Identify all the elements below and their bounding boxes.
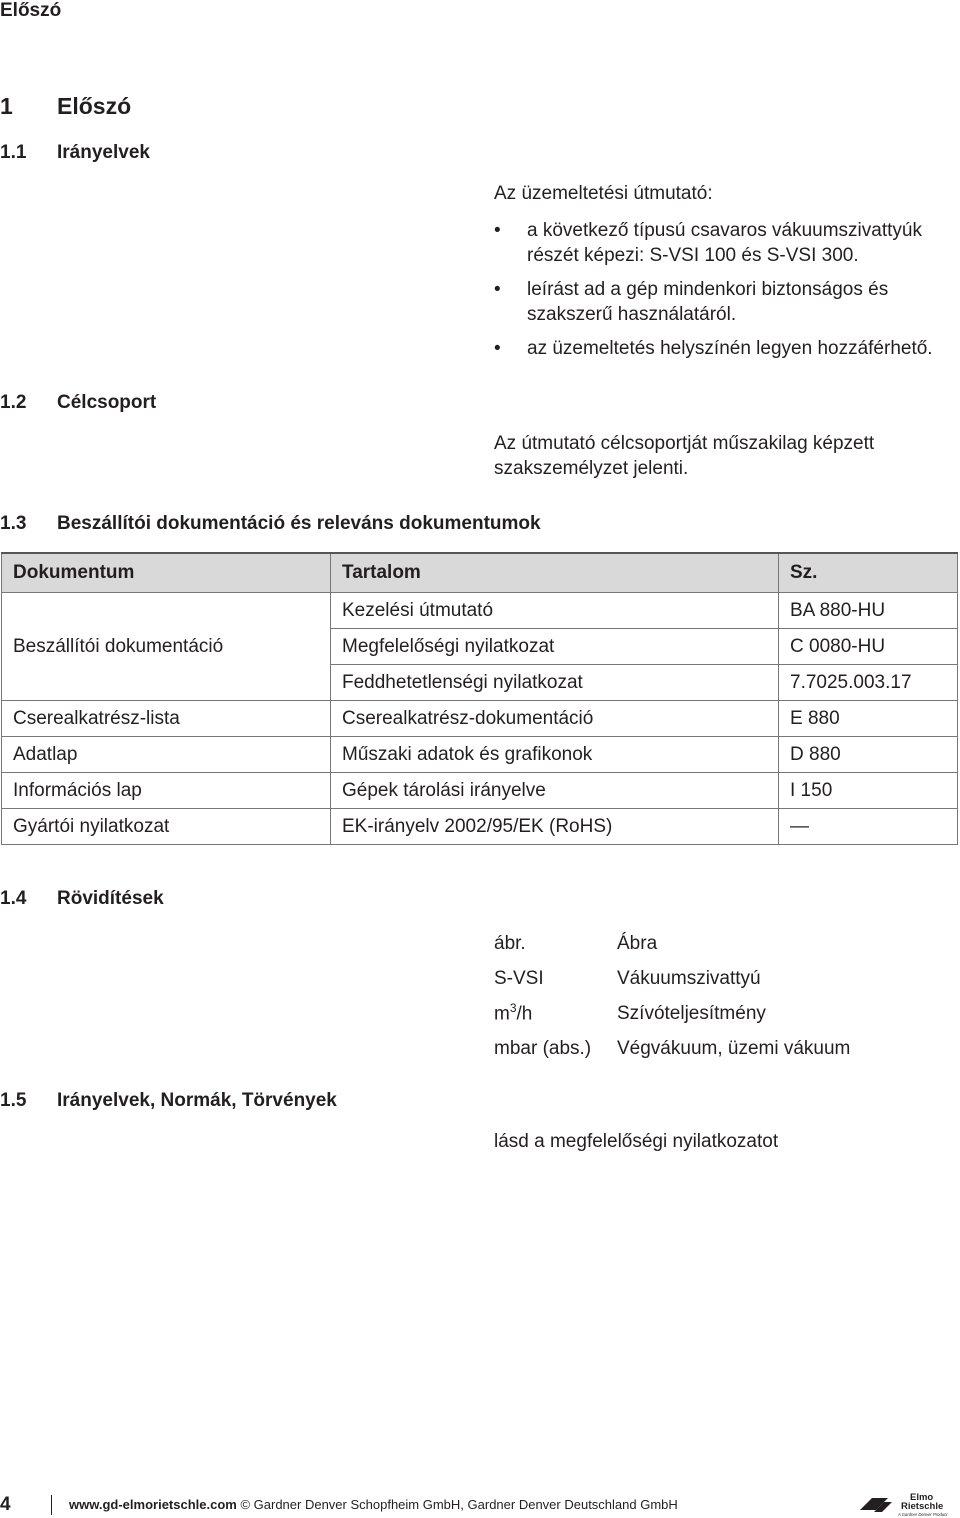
table-cell: Beszállítói dokumentáció [2,593,331,701]
bullet-list [494,218,954,370]
page-number: 4 [0,1494,11,1515]
chapter-heading [0,93,131,120]
section-heading-1-3 [0,513,541,535]
section-number: 1.4 [0,888,27,909]
table-cell: 7.7025.003.17 [779,665,958,701]
list-item-text: a következő típusú csavaros vákuumszivattyúk részét képezi: S-VSI 100 és S-VSI 300. [527,220,922,266]
list-item [494,336,954,361]
table-cell: Műszaki adatok és grafikonok [331,737,779,773]
table-row [2,809,958,845]
abbreviation-meaning: Ábra [617,932,658,954]
bullet-icon: • [494,220,501,241]
table-row [2,593,958,629]
list-item [494,961,850,996]
table-cell: I 150 [779,773,958,809]
table-cell: D 880 [779,737,958,773]
abbreviation [494,996,617,1031]
table-row [2,701,958,737]
documents-table [1,552,958,845]
table-row [2,737,958,773]
section-text: Az útmutató célcsoportját műszakilag képzett szakszemélyzet jelenti. [494,433,875,479]
table-cell: Gépek tárolási irányelve [331,773,779,809]
list-item [494,996,850,1031]
section-heading-1-1 [0,142,150,164]
bullet-icon: • [494,338,501,359]
abbreviation-superscript: 3 [509,1001,517,1016]
footer-text [69,1497,678,1512]
table-cell: C 0080-HU [779,629,958,665]
section-number: 1.5 [0,1090,27,1111]
section-heading-1-5 [0,1090,337,1112]
abbreviation-tail: /h [516,1003,533,1025]
column-header: Dokumentum [2,553,331,593]
list-item [494,218,954,268]
section-title: Beszállítói dokumentáció és releváns dokumentumok [57,513,541,534]
abbreviation: S-VSI [494,967,544,989]
table-cell: — [779,809,958,845]
footer-copyright: © Gardner Denver Schopfheim GmbH, Gardner Denver Deutschland GmbH [240,1497,678,1512]
table-cell: Gyártói nyilatkozat [2,809,331,845]
column-header: Sz. [779,553,958,593]
logo-line-1: Elmo [910,1492,934,1503]
section-title: Irányelvek [57,142,150,163]
section-title: Irányelvek, Normák, Törvények [57,1090,337,1111]
abbreviation: mbar (abs.) [494,1037,592,1059]
column-header: Tartalom [331,553,779,593]
table-cell: BA 880-HU [779,593,958,629]
list-item [494,277,954,327]
elmo-rietschle-logo-icon [858,1490,958,1518]
table-cell: EK-irányelv 2002/95/EK (RoHS) [331,809,779,845]
abbreviation-meaning: Vákuumszivattyú [617,967,761,989]
list-item-text: az üzemeltetés helyszínén legyen hozzáférhető. [527,338,933,359]
table-cell: Cserealkatrész-lista [2,701,331,737]
section-title: Rövidítések [57,888,164,909]
footer-divider [51,1495,52,1515]
table-cell: Információs lap [2,773,331,809]
section-title: Célcsoport [57,392,157,413]
table-cell: Adatlap [2,737,331,773]
section-heading-1-4 [0,888,164,910]
list-item [494,926,850,961]
list-item [494,1031,850,1066]
running-header: Előszó [0,0,62,21]
section-heading-1-2 [0,392,156,414]
section-number: 1.3 [0,513,27,534]
table-cell: E 880 [779,701,958,737]
table-row [2,773,958,809]
abbreviation: ábr. [494,932,526,954]
list-item-text: leírást ad a gép mindenkori biztonságos és szakszerű használatáról. [527,279,889,325]
footer-url[interactable]: www.gd-elmorietschle.com [69,1497,237,1512]
abbreviations-list [494,926,850,1066]
table-cell: Kezelési útmutató [331,593,779,629]
section-number: 1.2 [0,392,27,413]
section-text: lásd a megfelelőségi nyilatkozatot [494,1131,779,1152]
table-cell: Megfelelőségi nyilatkozat [331,629,779,665]
logo-line-2: Rietschle [901,1501,944,1512]
abbreviation-meaning: Végvákuum, üzemi vákuum [617,1037,851,1059]
bullet-icon: • [494,279,501,300]
table-cell: Cserealkatrész-dokumentáció [331,701,779,737]
chapter-title: Előszó [57,93,132,119]
section-intro: Az üzemeltetési útmutató: [494,183,713,204]
abbreviation-meaning: Szívóteljesítmény [617,1002,766,1024]
table-header-row [2,553,958,593]
chapter-number: 1 [0,93,13,119]
logo-tagline: A Gardner Denver Product [898,1512,948,1517]
table-cell: Feddhetetlenségi nyilatkozat [331,665,779,701]
abbreviation-base: m [494,1003,510,1025]
section-number: 1.1 [0,142,27,163]
